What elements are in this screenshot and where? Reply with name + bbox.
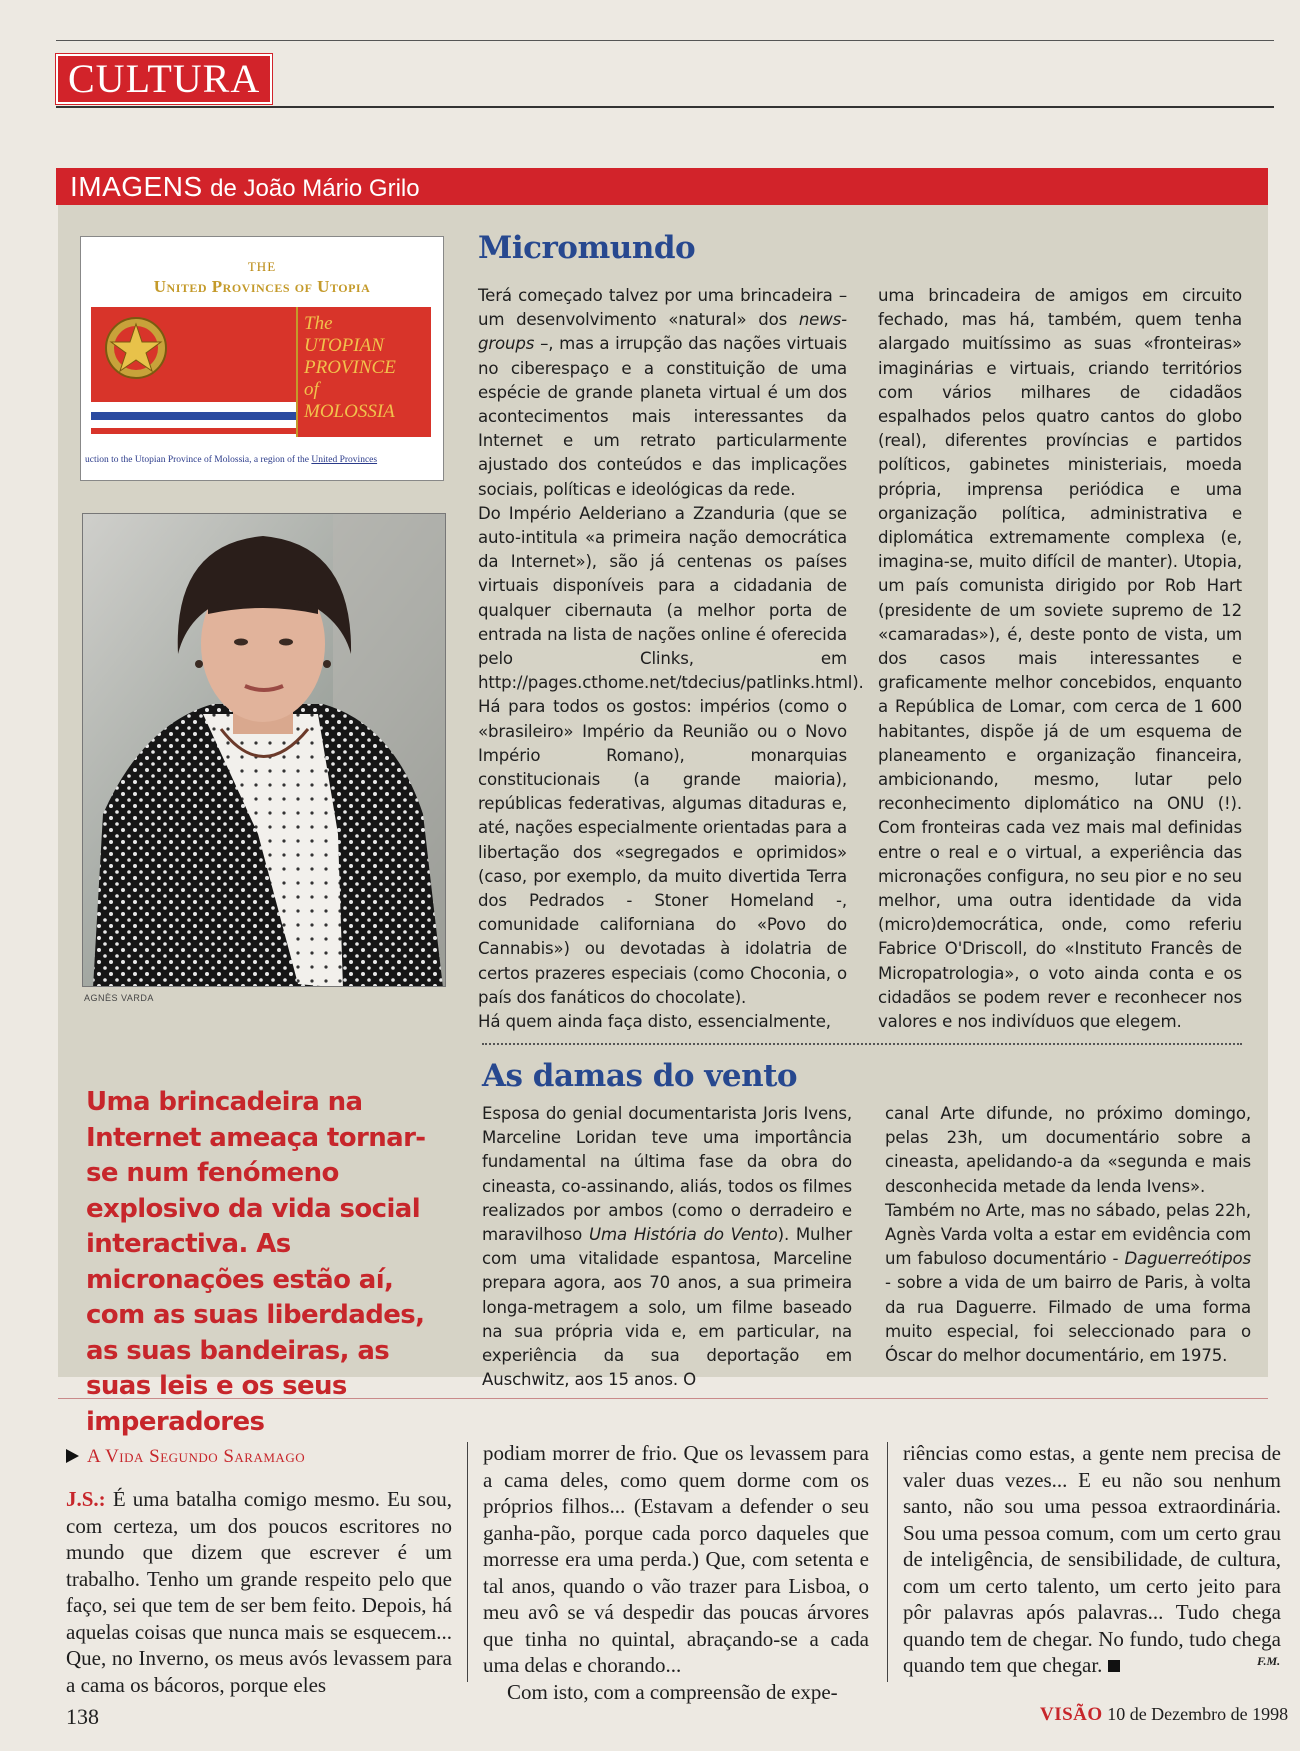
paragraph: [885, 1199, 1251, 1368]
footer-issue: [1040, 1704, 1288, 1726]
article-title-micromundo: Micromundo: [478, 230, 696, 266]
paragraph: [482, 1102, 852, 1392]
paragraph: podiam morrer de frio. Que os levassem para a cama deles, como quem dorme com os próprios filhos... (Estavam a defender o seu ganha-pão, porque cada porco daqueles que morresse era uma perda.) Que, com setenta e tal anos, quando o vão trazer para Lisboa, o meu avô se vá despedir das poucas árvores que tinha no quintal, abraçando-se a cada uma delas e chorando...: [483, 1441, 869, 1677]
article2-column-2: [885, 1102, 1251, 1368]
page-number: 138: [66, 1704, 99, 1729]
star-emblem-icon: [103, 315, 169, 381]
paragraph: [903, 1440, 1281, 1679]
paragraph: canal Arte difunde, no próximo domingo, pelas 23h, um documentário sobre a cineasta, apelidando-a da «segunda e mais desconhecida metade da lenda Ivens».: [885, 1104, 1251, 1196]
flag-stripe: [91, 412, 296, 420]
section-rule: [56, 106, 1274, 108]
section-tag: CULTURA: [56, 54, 272, 104]
province-line: UTOPIAN: [304, 335, 384, 356]
province-line: The: [304, 313, 333, 334]
text-run: É uma batalha comigo mesmo. Eu sou, com certeza, um dos poucos escritores no mundo que dizem que escrever é um trabalho. Tenho um grande respeito pelo que faço, sei que tem de ser bem feito. Depois, há aquelas coisas que nunca mais se esquecem... Que, no Inverno, os meus avós levassem para a cama os bácoros, porque eles: [66, 1487, 452, 1697]
utopia-caption-link: United Provinces: [311, 455, 378, 465]
utopia-the: THE: [247, 259, 277, 274]
speaker-label: J.S.:: [66, 1487, 106, 1511]
utopia-screenshot: [80, 236, 444, 481]
portrait-photo: [82, 513, 446, 987]
province-line: PROVINCE: [304, 357, 396, 378]
issue-date: 10 de Dezembro de 1998: [1107, 1704, 1289, 1724]
text-run-italic: news-groups: [478, 310, 847, 354]
portrait-illustration: [83, 514, 446, 987]
paragraph: [478, 284, 847, 502]
utopia-caption-text: uction to the Utopian Province of Molossia, a region of the: [85, 455, 312, 465]
paragraph: [66, 1486, 452, 1698]
text-run: - sobre a vida de um bairro de Paris, à volta da rua Daguerre. Filmado de uma forma muito especial, foi seleccionado para o Óscar do melhor documentário, em 1975.: [885, 1273, 1251, 1366]
column-banner: [56, 168, 1268, 205]
photo-caption: AGNÈS VARDA: [84, 993, 154, 1003]
flag-stripe: [91, 420, 296, 428]
interview-subhead-text: A Vida Segundo Saramago: [87, 1446, 306, 1467]
text-run: ). Mulher com uma vitalidade espantosa, Marceline prepara agora, aos 70 anos, a sua primeira longa-metragem a solo, um filme baseado na sua própria vida e, em particular, na experiência da sua deportação em Auschwitz, aos 15 anos. O: [482, 1225, 852, 1390]
article-title-damas-do-vento: As damas do vento: [482, 1058, 798, 1094]
article1-column-2: [878, 284, 1242, 1034]
text-run: Esposa do genial documentarista Joris Ivens, Marceline Loridan teve uma importância fundamental na última fase da obra do cineasta, co-assinando, aliás, todos os filmes realizados por ambos (como o derradeiro e maravilhoso: [482, 1104, 852, 1245]
text-run: Também no Arte, mas no sábado, pelas 22h, Agnès Varda volta a estar em evidência com um fabuloso documentário -: [885, 1200, 1251, 1269]
paragraph: uma brincadeira de amigos em circuito fechado, mas há, também, quem tenha alargado muitíssimo as suas «fronteiras» imaginárias e virtuais, criando territórios com vários milhares de cidadãos espalhados pelos quatro cantos do globo (real), diferentes províncias e partidos políticos, gabinetes ministeriais, moeda própria, imprensa periódica e uma organização política, administrativa e diplomática extremamente complexa (e, imagina-se, muito difícil de manter). Utopia, um país comunista dirigido por Rob Hart (presidente de um soviete supremo de 12 «camaradas»), é, deste ponto de vista, um dos casos mais interessantes e graficamente melhor concebidos, enquanto a República de Lomar, com cerca de 1 600 habitantes, dispõe já de um esquema de planeamento e organização financeira, ambicionando, mesmo, lutar pelo reconhecimento diplomático na ONU (!). Com fronteiras cada vez mais mal definidas entre o real e o virtual, a experiência das micronações configura, no seu pior e no seu melhor, uma outra identidade da vida (micro)democrática, onde, como referiu Fabrice O'Driscoll, do «Instituto Francês de Micropatrologia», o voto ainda conta e os cidadãos se podem rever e reconhecer nos valores e nos indivíduos que elegem.: [878, 286, 1242, 1032]
paragraph: Há quem ainda faça disto, essencialmente,: [478, 1012, 831, 1032]
utopia-heading: United Provinces of Utopia: [153, 277, 371, 296]
text-run: riências como estas, a gente nem precisa de valer duas vezes... E eu não sou nenhum santo, não sou uma pessoa extraordinária. Sou uma pessoa comum, com um certo grau de inteligência, de sensibilidade, de cultura, com um certo talento, um certo jeito para pôr palavras após palavras... Tudo chega quando tem de chegar. No fundo, tudo chega quando tem que chegar.: [903, 1441, 1281, 1677]
column-rule: [887, 1442, 888, 1682]
utopia-caption: [81, 455, 447, 465]
province-line: of: [304, 379, 319, 400]
text-run-italic: Daguerreótipos: [1124, 1249, 1251, 1269]
article1-column-1: [478, 284, 864, 1034]
interview-column-2: [483, 1440, 869, 1705]
column-rule: [467, 1442, 468, 1682]
interview-column-1: [66, 1486, 452, 1698]
magazine-name: VISÃO: [1040, 1704, 1103, 1725]
dotted-divider: [482, 1043, 1242, 1045]
flag-stripe: [91, 402, 296, 412]
text-run: –, mas a irrupção das nações virtuais no ciberespaço e a constituição de uma espécie de grande planeta virtual é um dos acontecimentos mais interessantes da Internet e um retrato particularmente ajustado dos conteúdos e das implicações sociais, políticas e ideológicas da rede.: [478, 334, 847, 499]
interview-subhead: [66, 1446, 305, 1468]
paragraph: Do Império Aelderiano a Zzanduria (que se auto-intitula «a primeira nação democrática da Internet»), são já centenas os países virtuais disponíveis para a cidadania de qualquer cibernauta (a melhor porta de entrada na lista de nações online é oferecida pelo Clinks, em http://pages.cthome.net/tdecius/patlinks.html). Há para todos os gostos: impérios (como o «brasileiro» Império da Reunião ou o Novo Império Romano), monarquias constitucionais (a grande maioria), repúblicas federativas, algumas ditaduras e, até, nações especialmente orientadas para a libertação dos «segregados e oprimidos» (caso, por exemplo, da muito divertida Terra dos Pedrados - Stoner Homeland -, comunidade californiana do «Povo do Cannabis») ou devotadas à idolatria de certos prazeres especiais (como Choconia, o país dos fanáticos do chocolate).: [478, 503, 864, 1007]
end-mark-icon: [1108, 1660, 1120, 1672]
pull-quote: Uma brincadeira na Internet ameaça tornar-se num fenómeno explosivo da vida social interactiva. As micronações estão aí, com as suas liberdades, as suas bandeiras, as suas leis e os seus imperadores: [86, 1087, 426, 1437]
interview-column-3: [903, 1440, 1281, 1679]
flag-stripe: [91, 428, 296, 434]
triangle-bullet-icon: [66, 1449, 79, 1463]
top-rule: [56, 40, 1274, 41]
author-initials: F.M.: [1257, 1654, 1281, 1668]
banner-title: IMAGENS: [70, 171, 203, 202]
text-run-italic: Uma História do Vento: [589, 1225, 778, 1245]
banner-byline: de João Mário Grilo: [210, 175, 420, 202]
article2-column-1: [482, 1102, 852, 1392]
paragraph: Com isto, com a compreensão de expe-: [507, 1679, 838, 1704]
utopia-province-panel: [296, 307, 431, 437]
province-line: MOLOSSIA: [304, 401, 395, 422]
text-run: Terá começado talvez por uma brincadeira – um desenvolvimento «natural» dos: [478, 286, 847, 330]
